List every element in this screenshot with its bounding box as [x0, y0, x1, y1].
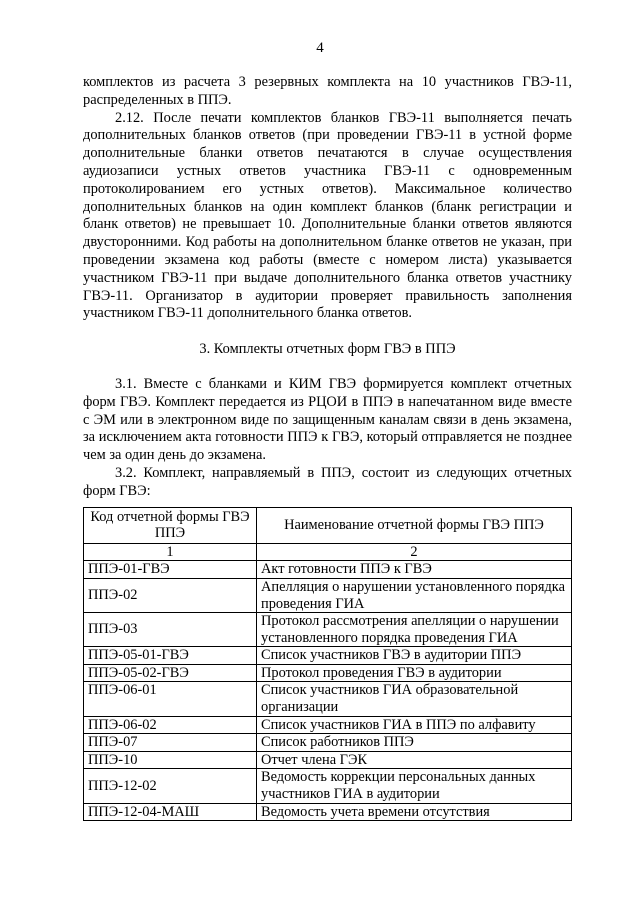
header-name: Наименование отчетной формы ГВЭ ППЭ [257, 507, 572, 543]
form-name: Список участников ГИА образовательной организации [257, 682, 572, 716]
table-row [84, 716, 572, 734]
paragraph-3-1: 3.1. Вместе с бланками и КИМ ГВЭ формируется комплект отчетных форм ГВЭ. Комплект передается из РЦОИ в ППЭ в напечатанном виде вместе с ЭМ или в электронном виде по защищенным каналам связи в день экзамена, за исключением акта готовности ППЭ к ГВЭ, который отправляется не позднее чем за один день до экзамена. [83, 375, 572, 464]
form-name: Список работников ППЭ [257, 734, 572, 752]
form-name: Список участников ГВЭ в аудитории ППЭ [257, 647, 572, 665]
table-row [84, 613, 572, 647]
document-body [83, 74, 572, 821]
form-name: Отчет члена ГЭК [257, 751, 572, 769]
form-code: ППЭ-02 [84, 578, 257, 612]
report-forms-table [83, 507, 572, 822]
table-row [84, 578, 572, 612]
form-code: ППЭ-12-02 [84, 769, 257, 803]
form-name: Протокол рассмотрения апелляции о нарушении установленного порядка проведения ГИА [257, 613, 572, 647]
form-code: ППЭ-01-ГВЭ [84, 561, 257, 579]
form-code: ППЭ-06-01 [84, 682, 257, 716]
form-name: Протокол проведения ГВЭ в аудитории [257, 664, 572, 682]
form-code: ППЭ-05-01-ГВЭ [84, 647, 257, 665]
form-name: Ведомость учета времени отсутствия [257, 803, 572, 821]
form-name: Ведомость коррекции персональных данных участников ГИА в аудитории [257, 769, 572, 803]
table-row [84, 734, 572, 752]
table-header-row [84, 507, 572, 543]
paragraph-continuation: комплектов из расчета 3 резервных комплекта на 10 участников ГВЭ-11, распределенных в ППЭ. [83, 74, 572, 108]
column-number-2: 2 [257, 543, 572, 561]
table-row [84, 664, 572, 682]
table-row [84, 751, 572, 769]
form-code: ППЭ-07 [84, 734, 257, 752]
table-row [84, 561, 572, 579]
form-name: Апелляция о нарушении установленного порядка проведения ГИА [257, 578, 572, 612]
form-code: ППЭ-10 [84, 751, 257, 769]
header-code: Код отчетной формы ГВЭ ППЭ [84, 507, 257, 543]
column-number-row [84, 543, 572, 561]
form-code: ППЭ-05-02-ГВЭ [84, 664, 257, 682]
paragraph-3-2: 3.2. Комплект, направляемый в ППЭ, состоит из следующих отчетных форм ГВЭ: [83, 464, 572, 499]
form-code: ППЭ-06-02 [84, 716, 257, 734]
form-name: Акт готовности ППЭ к ГВЭ [257, 561, 572, 579]
table-row [84, 803, 572, 821]
table-row [84, 769, 572, 803]
form-name: Список участников ГИА в ППЭ по алфавиту [257, 716, 572, 734]
form-code: ППЭ-03 [84, 613, 257, 647]
column-number-1: 1 [84, 543, 257, 561]
section-heading: 3. Комплекты отчетных форм ГВЭ в ППЭ [199, 341, 456, 358]
table-row [84, 682, 572, 716]
paragraph-2-12: 2.12. После печати комплектов бланков ГВЭ-11 выполняется печать дополнительных бланков ответов (при проведении ГВЭ-11 в устной форме дополнительные бланки ответов печатаются в случае осуществления аудиозаписи устных ответов участника ГВЭ-11 с одновременным протоколированием его устных ответов). Максимальное количество дополнительных бланков на один комплект бланков (бланк регистрации и бланк ответов) не превышает 10. Дополнительные бланки ответов являются двусторонними. Код работы на дополнительном бланке ответов не указан, при проведении экзамена код работы (вместе с номером листа) указывается участником ГВЭ-11 при выдаче дополнительного бланка ответов участнику ГВЭ-11. Организатор в аудитории проверяет правильность заполнения участником ГВЭ-11 дополнительного бланка ответов. [83, 109, 572, 322]
form-code: ППЭ-12-04-МАШ [84, 803, 257, 821]
table-row [84, 647, 572, 665]
page-number: 4 [316, 40, 324, 56]
